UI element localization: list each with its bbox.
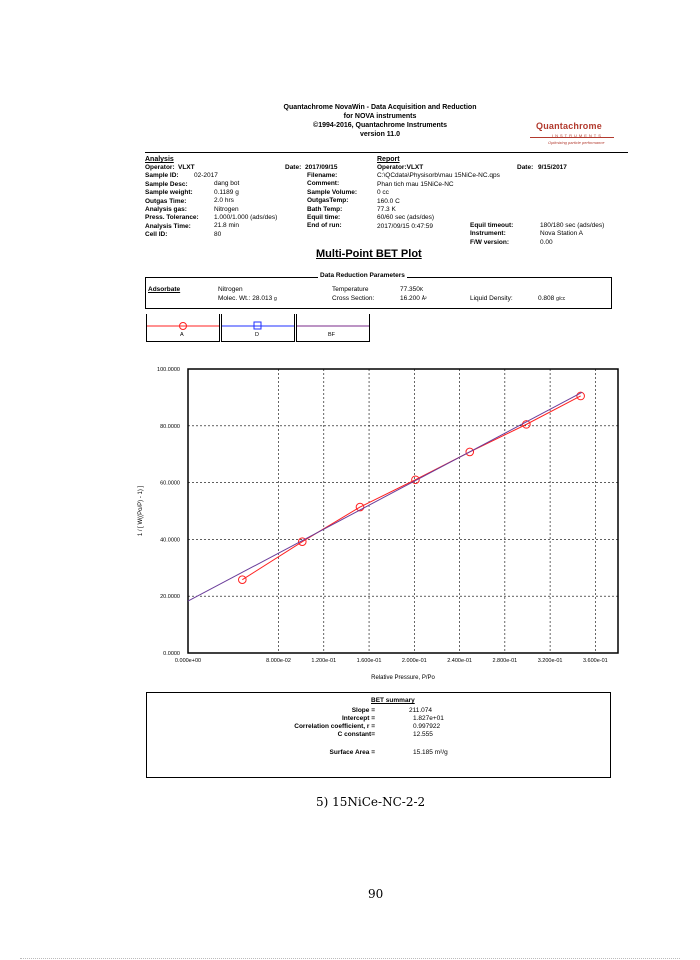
- legend-a-label: A: [180, 332, 184, 338]
- analysis-date-value: 2017/09/15: [305, 164, 338, 171]
- sample-id-value: 02-2017: [194, 172, 218, 179]
- plot-title: Multi-Point BET Plot: [316, 248, 422, 260]
- analysis-time-label: Analysis Time:: [145, 222, 191, 230]
- report-labels-col1: [307, 172, 357, 231]
- fw-version-label: F/W version:: [470, 238, 510, 246]
- sample-volume-label: Sample Volume:: [307, 188, 358, 196]
- report-values-col2: [540, 222, 604, 247]
- report-header: [200, 103, 560, 139]
- sample-weight-value: 0.1189 g: [214, 188, 239, 196]
- y-tick-label: 20.0000: [160, 594, 180, 601]
- temperature: [400, 286, 423, 294]
- sample-id-label: Sample ID:: [145, 172, 179, 180]
- cross-section-label: Cross Section:: [332, 295, 375, 302]
- bet-summary-box: [146, 692, 611, 778]
- report-date-label: Date:: [517, 164, 534, 171]
- sample-desc-value: dang bot: [214, 180, 240, 188]
- analysis-values-col: [194, 172, 278, 239]
- analysis-time-value: 21.8 min: [214, 222, 239, 230]
- temperature-label: Temperature: [332, 286, 369, 293]
- cell-id-value: 80: [214, 230, 222, 238]
- data-point-a: [239, 576, 247, 584]
- cross-section: [400, 295, 427, 303]
- intercept-label: Intercept =: [341, 715, 375, 722]
- y-axis-label: 1 / [ W((Po/P) - 1) ]: [138, 485, 144, 537]
- adsorbate-value: Nitrogen: [218, 286, 243, 293]
- y-tick-label: 60.0000: [160, 480, 180, 487]
- y-tick-label: 100.0000: [157, 367, 180, 373]
- sample-desc-label: Sample Desc:: [145, 180, 188, 188]
- x-tick-label: 3.600e-01: [582, 658, 608, 664]
- x-tick-label: 1.600e-01: [356, 658, 382, 664]
- c-constant-value: 12.555: [413, 731, 433, 738]
- analysis-date-label: Date:: [285, 164, 302, 171]
- analysis-gas-label: Analysis gas:: [145, 206, 187, 214]
- legend-d: [221, 314, 295, 342]
- adsorbate-label: Adsorbate: [148, 286, 181, 293]
- plot-frame: [188, 369, 618, 653]
- operator-value: VLXT: [178, 164, 195, 171]
- bet-summary-title: BET summary: [371, 697, 415, 704]
- temperature-value: 77.350: [400, 286, 420, 293]
- header-rule: [145, 152, 628, 153]
- series-line-bf: [188, 392, 582, 601]
- instrument-value: Nova Station A: [540, 230, 583, 238]
- liquid-density: [538, 295, 565, 303]
- c-constant-label: C constant=: [337, 731, 375, 738]
- correlation-value: 0.997922: [413, 723, 441, 730]
- slope-value: 211.074: [409, 707, 433, 714]
- fw-version-value: 0.00: [540, 238, 553, 246]
- legend-d-label: D: [255, 332, 259, 338]
- series-layer: [188, 392, 584, 601]
- press-tolerance-value: 1.000/1.000 (ads/des): [214, 214, 278, 222]
- report-labels-col2: [470, 222, 513, 247]
- bet-plot-chart: [130, 355, 630, 695]
- legend-a: [146, 314, 220, 342]
- intercept-value: 1.827e+01: [413, 715, 444, 722]
- instrument-label: Instrument:: [470, 230, 506, 238]
- molec-wt-value: Molec. Wt.: 28.013: [218, 295, 273, 302]
- x-tick-label: 2.800e-01: [492, 658, 518, 664]
- outgas-time-value: 2.0 hrs: [214, 197, 234, 205]
- x-tick-label: 3.200e-01: [537, 658, 563, 664]
- analysis-gas-value: Nitrogen: [214, 205, 239, 213]
- y-tick-label: 80.0000: [160, 423, 180, 430]
- logo-name: Quantachrome: [536, 121, 602, 131]
- x-tick-label: 8.000e-02: [266, 658, 291, 664]
- y-tick-label: 40.0000: [160, 537, 180, 544]
- liquid-density-unit: g/cc: [556, 296, 566, 302]
- cross-section-value: 16.200: [400, 295, 420, 302]
- molec-wt-unit: g: [274, 296, 277, 302]
- outgas-temp-value: 160.0 C: [377, 197, 400, 205]
- cross-section-unit: Å²: [421, 296, 427, 302]
- legend-bf: [296, 314, 370, 342]
- equil-time-value: 60/60 sec (ads/des): [377, 214, 435, 222]
- sample-volume-value: 0 cc: [377, 189, 389, 197]
- liquid-density-value: 0.808: [538, 295, 555, 302]
- surface-area-label: Surface Area =: [329, 749, 375, 756]
- page-bottom-dotted-line: [20, 958, 680, 959]
- surface-area-value: 15.185 m²/g: [413, 749, 448, 756]
- equil-timeout-label: Equil timeout:: [470, 222, 514, 229]
- legend-bf-label: BF: [328, 332, 336, 338]
- tick-layer: [157, 367, 608, 664]
- operator-label: Operator:: [145, 164, 175, 171]
- data-reduction-title: Data Reduction Parameters: [320, 272, 405, 279]
- logo-tagline: Optimizing particle performance: [548, 140, 605, 145]
- sample-weight-label: Sample weight:: [145, 189, 193, 197]
- filename-value: C:\QCdata\Physisorb\mau 15NiCe-NC.qps: [377, 172, 500, 180]
- quantachrome-logo: [530, 115, 618, 153]
- comment-value: Phan tich mau 15NiCe-NC: [377, 180, 454, 188]
- outgas-time-label: Outgas Time:: [145, 197, 187, 205]
- y-tick-label: 0.0000: [163, 651, 180, 657]
- report-operator-label: Operator:: [377, 164, 407, 171]
- analysis-heading: Analysis: [145, 156, 174, 163]
- data-reduction-box: [145, 277, 612, 309]
- end-of-run-value: 2017/09/15 0:47:59: [377, 222, 434, 230]
- equil-timeout-value: 180/180 sec (ads/des): [540, 222, 605, 229]
- bath-temp-label: Bath Temp:: [307, 205, 343, 213]
- press-tolerance-label: Press. Tolerance:: [145, 214, 199, 222]
- outgas-temp-label: OutgasTemp:: [307, 197, 349, 205]
- header-line-2: for NOVA instruments: [343, 113, 417, 120]
- x-tick-label: 0.000e+00: [174, 658, 202, 664]
- slope-label: Slope =: [351, 707, 375, 714]
- logo-sub: INSTRUMENTS: [552, 133, 603, 138]
- x-axis-label: Relative Pressure, P/Po: [371, 675, 435, 681]
- filename-label: Filename:: [307, 172, 338, 179]
- liquid-density-label: Liquid Density:: [470, 295, 513, 302]
- bath-temp-value: 77.3 K: [377, 206, 396, 214]
- header-line-3: ©1994-2016, Quantachrome Instruments: [313, 122, 447, 129]
- report-date-value: 9/15/2017: [538, 164, 567, 171]
- x-tick-label: 1.200e-01: [311, 658, 337, 664]
- end-of-run-label: End of run:: [307, 222, 342, 230]
- header-line-4: version 11.0: [359, 131, 401, 138]
- page-number: 90: [368, 887, 384, 901]
- analysis-labels: [145, 164, 199, 240]
- analysis-values: [178, 164, 195, 172]
- cell-id-label: Cell ID:: [145, 231, 168, 239]
- comment-label: Comment:: [307, 180, 340, 188]
- figure-caption: 5) 15NiCe-NC-2-2: [316, 795, 426, 809]
- grid-layer: [188, 369, 618, 653]
- header-line-1: Quantachrome NovaWin - Data Acquisition and Reduction: [283, 104, 477, 111]
- temperature-unit: K: [419, 287, 424, 293]
- x-tick-label: 2.400e-01: [447, 658, 472, 664]
- report-heading: Report: [377, 156, 400, 163]
- correlation-label: Correlation coefficient, r =: [294, 723, 375, 730]
- x-tick-label: 2.000e-01: [401, 658, 427, 664]
- report-operator-value: VLXT: [406, 164, 424, 171]
- equil-time-label: Equil time:: [307, 214, 341, 222]
- molec-wt: [218, 295, 277, 303]
